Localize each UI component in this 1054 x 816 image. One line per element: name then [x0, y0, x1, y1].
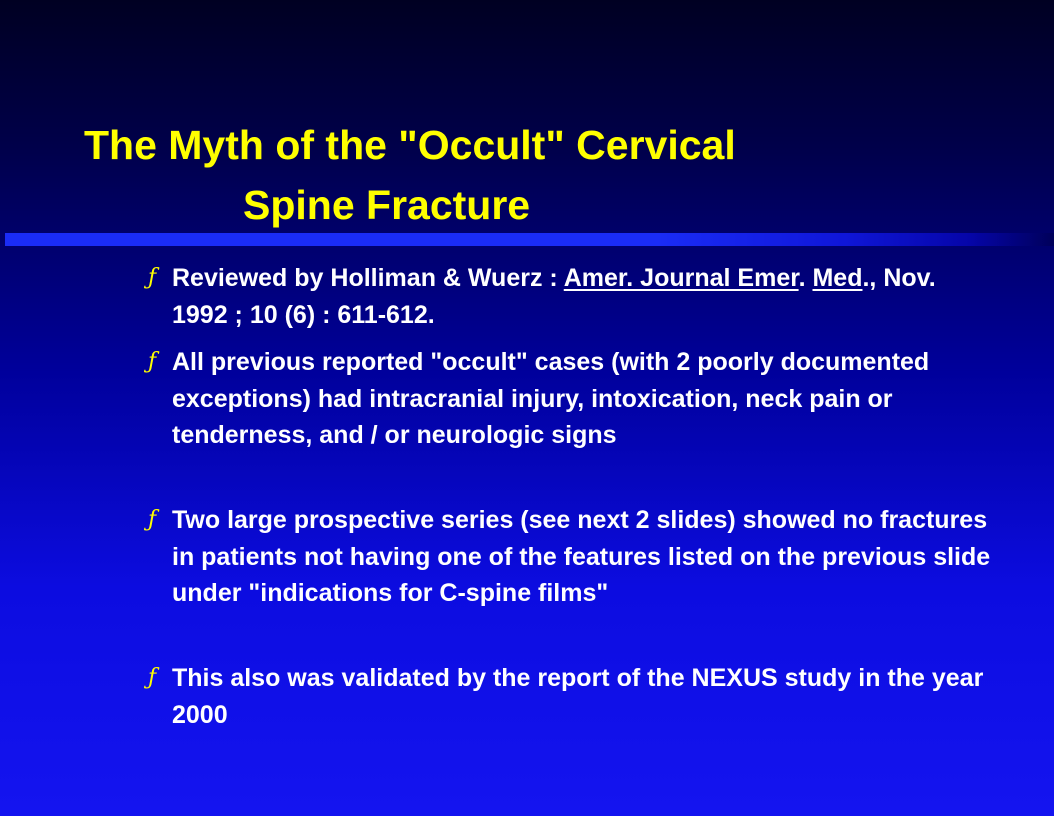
- journal-title-part-1: Amer. Journal Emer: [563, 264, 799, 292]
- journal-title-separator: .: [798, 264, 813, 292]
- citation-details: ., Nov. 1992 ; 10 (6) : 611-612.: [172, 264, 936, 329]
- title-divider-bar: [5, 233, 1054, 246]
- bullet-text-3: Two large prospective series (see next 2 slides) showed no fractures in patients not having one of the features listed on the previous slide under "indications for C-spine films": [172, 506, 991, 607]
- journal-title-part-2: Med: [812, 264, 863, 292]
- slide-title-line-1: The Myth of the "Occult" Cervical: [84, 122, 736, 168]
- bullet-text-4: This also was validated by the report of the NEXUS study in the year 2000: [172, 664, 984, 729]
- bullet-item-4: [148, 660, 998, 733]
- bullet-text-2: All previous reported "occult" cases (with 2 poorly documented exceptions) had intracranial injury, intoxication, neck pain or tenderness, and / or neurologic signs: [172, 348, 930, 449]
- bullet-marker-icon: ƒ: [148, 507, 157, 532]
- slide-title-line-2: Spine Fracture: [243, 182, 531, 228]
- bullet-item-1: [148, 260, 998, 333]
- bullet-item-2: [148, 344, 998, 454]
- citation-authors: Reviewed by Holliman & Wuerz :: [172, 264, 564, 292]
- bullet-marker-icon: ƒ: [148, 349, 157, 374]
- bullet-text-1: [172, 260, 998, 333]
- bullet-marker-icon: ƒ: [148, 265, 157, 290]
- bullet-item-3: [148, 502, 998, 612]
- bullet-marker-icon: ƒ: [148, 665, 157, 690]
